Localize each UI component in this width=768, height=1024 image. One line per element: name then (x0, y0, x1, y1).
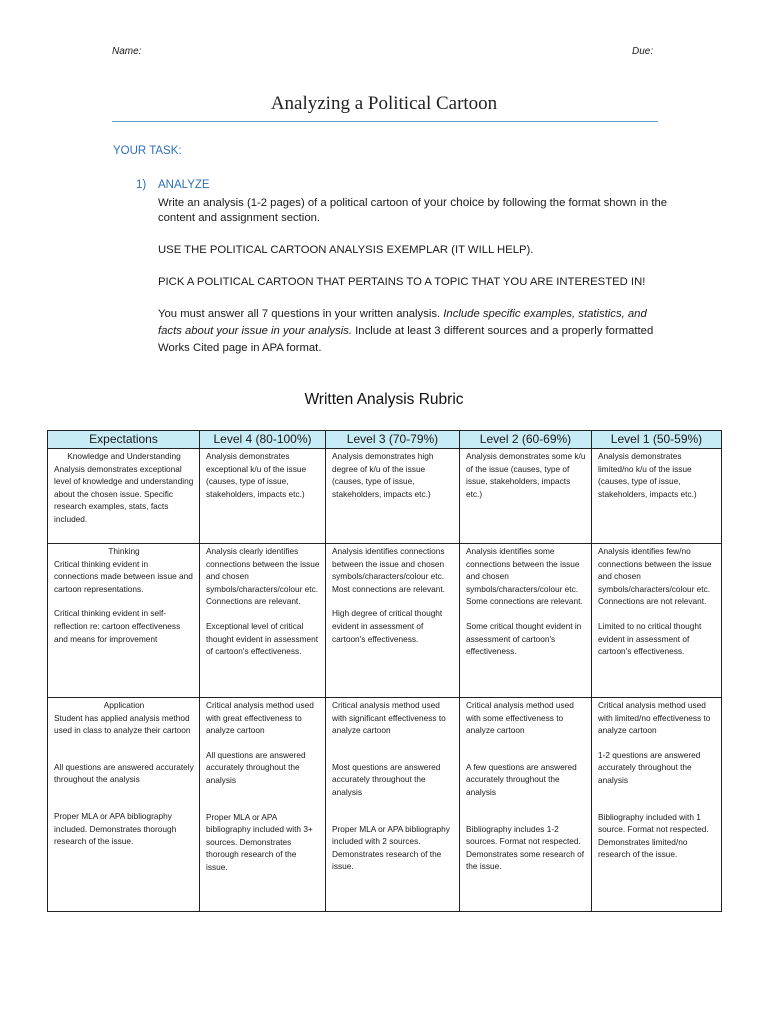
criteria-text: Proper MLA or APA bibliography included with 3+ sources. Demonstrates thorough research of the issue. (206, 811, 313, 872)
level-4-cell (200, 544, 326, 698)
name-label: Name: (112, 46, 142, 57)
level-2-cell (460, 698, 592, 912)
task-heading: YOUR TASK: (113, 145, 182, 157)
rubric-header-row (48, 431, 722, 449)
level-1-cell (592, 544, 722, 698)
rubric-table (47, 430, 722, 912)
criteria-text: Critical analysis method used with limited/no effectiveness to analyze cartoon (598, 700, 711, 736)
criteria-text: Bibliography includes 1-2 sources. Format not respected. Demonstrates some research of the issue. (466, 823, 585, 872)
level-2-cell (460, 449, 592, 544)
criteria-text: Analysis demonstrates high degree of k/u of the issue (causes, type of issue, stakeholders, impacts etc.) (332, 451, 434, 499)
expectation-cell (48, 698, 200, 912)
criteria-text: Most questions are answered accurately throughout the analysis (332, 761, 441, 797)
criteria-text: 1-2 questions are answered accurately throughout the analysis (598, 749, 701, 785)
instruction-text: Include at least 3 different sources and a properly formatted Works Cited page in APA format. (158, 325, 654, 354)
step-label: ANALYZE (158, 179, 210, 191)
due-label: Due: (632, 46, 654, 57)
expectation-text: Critical thinking evident in self-reflection re: cartoon effectiveness and means for improvement (54, 608, 181, 644)
step-number: 1) (136, 179, 147, 191)
criteria-text: Critical analysis method used with some effectiveness to analyze cartoon (466, 700, 574, 736)
level-3-cell (326, 449, 460, 544)
criteria-text: Critical analysis method used with great effectiveness to analyze cartoon (206, 700, 314, 736)
criteria-text: Bibliography included with 1 source. Format not respected. Demonstrates limited/no research of the issue. (598, 811, 709, 860)
expectation-cell (48, 449, 200, 544)
instruction-paragraph-3: PICK A POLITICAL CARTOON THAT PERTAINS TO A TOPIC THAT YOU ARE INTERESTED IN! (158, 276, 646, 288)
instruction-paragraph-1 (158, 195, 668, 226)
rubric-title: Written Analysis Rubric (304, 391, 464, 408)
instruction-paragraph-2: USE THE POLITICAL CARTOON ANALYSIS EXEMPLAR (IT WILL HELP). (158, 244, 534, 256)
expectation-text: Analysis demonstrates exceptional level of knowledge and understanding about the chosen issue. Specific research examples, stats, facts included. (54, 463, 194, 524)
rubric-row-thinking (48, 544, 722, 698)
expectation-text: Student has applied analysis method used in class to analyze their cartoon (54, 712, 191, 736)
emphasis-text: Include specific examples, statistics, and facts about your issue in your analysis. (158, 308, 647, 337)
instruction-text: by following the format shown in the content and assignment section. (158, 197, 668, 224)
rubric-row-knowledge (48, 449, 722, 544)
emphasis-text: your choice (424, 195, 485, 209)
expectation-title: Knowledge and Understanding (67, 451, 181, 461)
instruction-text: You must answer all 7 questions in your written analysis. (158, 308, 444, 320)
criteria-text: Limited to no critical thought evident in assessment of cartoon's effectiveness. (598, 620, 702, 657)
level-3-cell (326, 698, 460, 912)
expectation-text: All questions are answered accurately throughout the analysis (54, 761, 194, 785)
criteria-text: Analysis demonstrates limited/no k/u of the issue (causes, type of issue, stakeholders, impacts etc.) (598, 451, 697, 499)
title-underline (112, 121, 658, 122)
header-level-3: Level 3 (70-79%) (326, 431, 460, 449)
instruction-text: Write an analysis (1-2 pages) of a political cartoon of (158, 197, 425, 209)
page-title: Analyzing a Political Cartoon (270, 93, 498, 114)
criteria-text: Analysis identifies some connections between the issue and chosen symbols/characters/colour etc. Some connections are relevant. (466, 546, 583, 607)
criteria-text: Critical analysis method used with significant effectiveness to analyze cartoon (332, 700, 446, 736)
header-level-1: Level 1 (50-59%) (592, 431, 722, 449)
expectation-cell (48, 544, 200, 698)
level-4-cell (200, 698, 326, 912)
step-heading (136, 179, 210, 191)
criteria-text: All questions are answered accurately throughout the analysis (206, 749, 306, 785)
level-1-cell (592, 698, 722, 912)
criteria-text: Exceptional level of critical thought evident in assessment of cartoon's effectiveness. (206, 620, 319, 657)
level-2-cell (460, 544, 592, 698)
criteria-text: Analysis demonstrates some k/u of the issue (causes, type of issue, stakeholders, impacts etc.) (466, 451, 586, 499)
criteria-text: A few questions are answered accurately throughout the analysis (466, 761, 577, 797)
rubric-row-application (48, 698, 722, 912)
criteria-text: Proper MLA or APA bibliography included with 2 sources. Demonstrates research of the issue. (332, 823, 450, 872)
criteria-text: High degree of critical thought evident in assessment of cartoon's effectiveness. (332, 608, 443, 644)
criteria-text: Analysis identifies connections between the issue and chosen symbols/characters/colour etc. Most connections are relevant. (332, 546, 445, 594)
criteria-text: Analysis demonstrates exceptional k/u of the issue (causes, type of issue, stakeholders, impacts etc.) (206, 451, 307, 499)
expectation-title: Thinking (108, 546, 140, 556)
expectation-text: Proper MLA or APA bibliography included. Demonstrates thorough research of the issue. (54, 810, 177, 847)
expectation-title: Application (103, 700, 145, 710)
criteria-text: Analysis identifies few/no connections between the issue and chosen symbols/characters/colour etc. Connections are not relevant. (598, 546, 712, 607)
expectation-text: Critical thinking evident in connections made between issue and cartoon representations. (54, 558, 193, 594)
header-level-2: Level 2 (60-69%) (460, 431, 592, 449)
header-level-4: Level 4 (80-100%) (200, 431, 326, 449)
instruction-paragraph-4 (158, 306, 668, 357)
criteria-text: Analysis clearly identifies connections between the issue and chosen symbols/characters/colour etc. Connections are relevant. (206, 546, 320, 607)
header-expectations: Expectations (48, 431, 200, 449)
level-3-cell (326, 544, 460, 698)
level-4-cell (200, 449, 326, 544)
level-1-cell (592, 449, 722, 544)
criteria-text: Some critical thought evident in assessment of cartoon's effectiveness. (466, 620, 582, 657)
